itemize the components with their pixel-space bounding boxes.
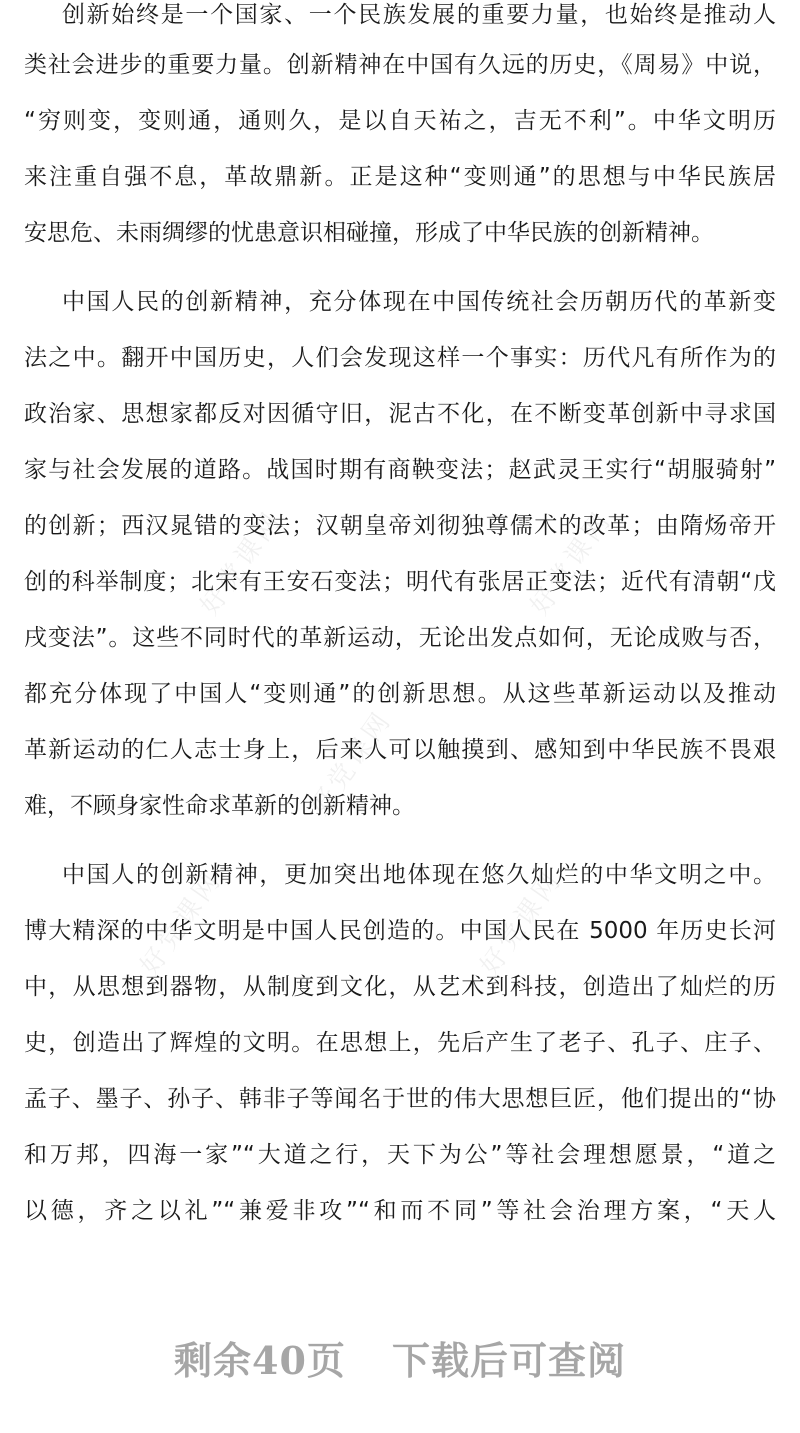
text-line: 都充分体现了中国人“变则通”的创新思想。从这些革新运动以及推动 <box>24 681 776 707</box>
text-line: 革新运动的仁人志士身上，后来人可以触摸到、感知到中华民族不畏艰 <box>24 737 776 763</box>
text-line: “穷则变，变则通，通则久，是以自天祐之，吉无不利”。中华文明历 <box>24 108 776 134</box>
text-line: 和万邦，四海一家”“大道之行，天下为公”等社会理想愿景，“道之 <box>24 1142 776 1168</box>
text-line: 难，不顾身家性命求革新的创新精神。 <box>24 793 415 819</box>
text-line: 来注重自强不息，革故鼎新。正是这种“变则通”的思想与中华民族居 <box>24 164 776 190</box>
text-line: 史，创造出了辉煌的文明。在思想上，先后产生了老子、孔子、庄子、 <box>24 1030 776 1056</box>
text-line: 孟子、墨子、孙子、韩非子等闻名于世的伟大思想巨匠，他们提出的“协 <box>24 1086 776 1112</box>
text-line: 以德，齐之以礼”“兼爱非攻”“和而不同”等社会治理方案，“天人 <box>24 1198 776 1224</box>
text-line: 中国人的创新精神，更加突出地体现在悠久灿烂的中华文明之中。 <box>62 862 776 888</box>
text-line: 的创新；西汉晁错的变法；汉朝皇帝刘彻独尊儒术的改革；由隋炀帝开 <box>24 513 776 539</box>
text-line: 戌变法”。这些不同时代的革新运动，无论出发点如何，无论成败与否， <box>24 625 776 651</box>
watermark: 好党课网 <box>194 505 289 621</box>
watermark: 好党课网 <box>524 505 619 621</box>
download-to-read-more-banner[interactable] <box>0 1330 800 1385</box>
download-hint-label: 下载后可查阅 <box>391 1338 626 1383</box>
remaining-pages-label: 剩余40页 <box>174 1338 346 1383</box>
text-line: 创新始终是一个国家、一个民族发展的重要力量，也始终是推动人 <box>62 2 776 28</box>
text-line: 类社会进步的重要力量。创新精神在中国有久远的历史，《周易》中说， <box>24 52 776 78</box>
text-line: 法之中。翻开中国历史，人们会发现这样一个事实：历代凡有所作为的 <box>24 345 776 371</box>
text-line: 政治家、思想家都反对因循守旧，泥古不化，在不断变革创新中寻求国 <box>24 401 776 427</box>
watermark: 好党课网 <box>304 705 399 821</box>
text-line: 中国人民的创新精神，充分体现在中国传统社会历朝历代的革新变 <box>62 289 776 315</box>
text-line: 博大精深的中华文明是中国人民创造的。中国人民在 5000 年历史长河 <box>24 918 776 944</box>
text-line: 创的科举制度；北宋有王安石变法；明代有张居正变法；近代有清朝“戊 <box>24 569 776 595</box>
watermark: 好党课网 <box>474 865 569 981</box>
text-line: 安思危、未雨绸缪的忧患意识相碰撞，形成了中华民族的创新精神。 <box>24 220 714 246</box>
text-line: 中，从思想到器物，从制度到文化，从艺术到科技，创造出了灿烂的历 <box>24 974 776 1000</box>
text-line: 家与社会发展的道路。战国时期有商鞅变法；赵武灵王实行“胡服骑射” <box>24 457 776 483</box>
watermark: 好党课网 <box>134 865 229 981</box>
